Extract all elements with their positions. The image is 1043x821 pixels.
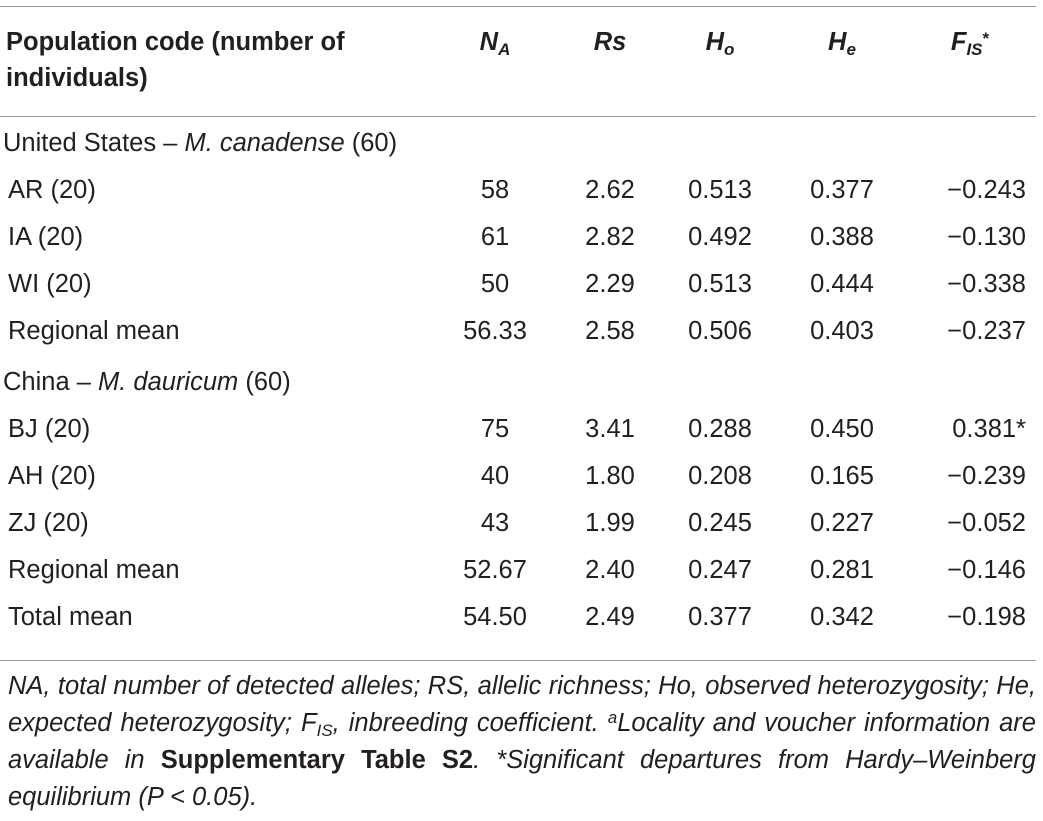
table-row [0, 308, 1036, 355]
ho-cell: 0.208 [688, 462, 752, 490]
ho-cell: 0.492 [688, 223, 752, 251]
na-cell: 54.50 [463, 603, 527, 631]
ho-cell: 0.513 [688, 270, 752, 298]
section-row [0, 116, 1036, 167]
section-row [0, 355, 1036, 406]
footnote-a-sup: a [607, 708, 618, 727]
section-count: (60) [344, 129, 398, 157]
rs-cell: 2.82 [585, 223, 635, 251]
he-cell: 0.342 [810, 603, 874, 631]
fis-cell: −0.237 [947, 317, 1026, 345]
he-cell: 0.227 [810, 509, 874, 537]
header-population [0, 8, 430, 116]
fis-cell: −0.146 [947, 556, 1026, 584]
fis-cell: −0.052 [947, 509, 1026, 537]
header-he [780, 8, 904, 116]
he-cell: 0.444 [810, 270, 874, 298]
footnote-fis-sub: IS [316, 721, 333, 740]
population-code-cell: Regional mean [8, 556, 180, 584]
section-heading [0, 116, 1036, 167]
na-cell: 40 [480, 462, 510, 490]
he-cell: 0.450 [810, 415, 874, 443]
na-cell: 50 [480, 270, 510, 298]
table-row [0, 167, 1036, 214]
population-code-cell: AH (20) [8, 462, 96, 490]
population-code-cell: AR (20) [8, 176, 96, 204]
header-ho [660, 8, 780, 116]
na-cell: 58 [480, 176, 510, 204]
table-footnote [8, 668, 1036, 816]
section-count: (60) [238, 368, 291, 396]
na-cell: 56.33 [463, 317, 527, 345]
supplementary-table-link[interactable]: Supplementary Table S2 [160, 746, 474, 774]
footnote-text-3: Locality and voucher information are available in [8, 709, 1036, 774]
rs-cell: 1.99 [585, 509, 635, 537]
header-fis-sup: * [982, 29, 990, 48]
rs-cell: 2.49 [585, 603, 635, 631]
na-cell: 43 [480, 509, 510, 537]
population-code-cell: WI (20) [8, 270, 92, 298]
population-code-cell: IA (20) [8, 223, 84, 251]
ho-cell: 0.288 [688, 415, 752, 443]
header-na [430, 8, 560, 116]
he-cell: 0.165 [810, 462, 874, 490]
footnote-text-4: . *Significant departures from Hardy–Weinberg equilibrium (P < 0.05). [8, 746, 1036, 811]
section-species: M. canadense [184, 129, 345, 157]
fis-cell: −0.198 [947, 603, 1026, 631]
na-cell: 75 [480, 415, 510, 443]
ho-cell: 0.247 [688, 556, 752, 584]
fis-cell: −0.243 [947, 176, 1026, 204]
rs-cell: 2.58 [585, 317, 635, 345]
table-row [0, 406, 1036, 453]
table-body [0, 116, 1036, 641]
header-fis [904, 8, 1036, 116]
he-cell: 0.388 [810, 223, 874, 251]
header-row [0, 8, 1036, 116]
header-he-main: H [828, 28, 847, 56]
top-rule [0, 6, 1036, 7]
table-row [0, 547, 1036, 594]
header-rs-text: Rs [593, 28, 627, 56]
fis-cell: −0.338 [947, 270, 1026, 298]
table-row [0, 261, 1036, 308]
rs-cell: 3.41 [585, 415, 635, 443]
rs-cell: 2.62 [585, 176, 635, 204]
header-rs [560, 8, 660, 116]
rs-cell: 1.80 [585, 462, 635, 490]
he-cell: 0.377 [810, 176, 874, 204]
ho-cell: 0.513 [688, 176, 752, 204]
section-heading [0, 355, 1036, 406]
section-region: United States – [3, 129, 185, 157]
ho-cell: 0.377 [688, 603, 752, 631]
footnote-text-2: , inbreeding coefficient. [332, 709, 608, 737]
header-fis-main: F [950, 28, 967, 56]
na-cell: 61 [480, 223, 510, 251]
header-fis-sub: IS [966, 40, 983, 59]
population-code-cell: ZJ (20) [8, 509, 89, 537]
header-population-line1: Population code (number of [6, 28, 345, 56]
footnote-text-1: NA, total number of detected alleles; RS, allelic richness; Ho, observed heterozygosity; He, expected heterozygosity; F [8, 672, 1036, 737]
population-code-cell: Regional mean [8, 317, 180, 345]
fis-cell: 0.381* [952, 415, 1026, 443]
section-species: M. dauricum [97, 368, 239, 396]
he-cell: 0.281 [810, 556, 874, 584]
fis-cell: −0.239 [947, 462, 1026, 490]
rs-cell: 2.29 [585, 270, 635, 298]
fis-cell: −0.130 [947, 223, 1026, 251]
section-region: China – [3, 368, 98, 396]
he-cell: 0.403 [810, 317, 874, 345]
header-he-sub: e [846, 40, 856, 59]
ho-cell: 0.245 [688, 509, 752, 537]
ho-cell: 0.506 [688, 317, 752, 345]
header-na-main: N [479, 28, 499, 56]
population-code-cell: Total mean [8, 603, 133, 631]
header-na-sub: A [498, 40, 511, 59]
table-row [0, 214, 1036, 261]
header-ho-sub: o [724, 40, 735, 59]
table-row [0, 453, 1036, 500]
header-ho-main: H [705, 28, 725, 56]
population-code-cell: BJ (20) [8, 415, 91, 443]
header-population-line2: individuals) [6, 64, 148, 92]
table-row [0, 500, 1036, 547]
na-cell: 52.67 [463, 556, 527, 584]
bottom-rule [0, 660, 1036, 661]
rs-cell: 2.40 [585, 556, 635, 584]
table-row [0, 594, 1036, 641]
diversity-table [0, 8, 1036, 641]
